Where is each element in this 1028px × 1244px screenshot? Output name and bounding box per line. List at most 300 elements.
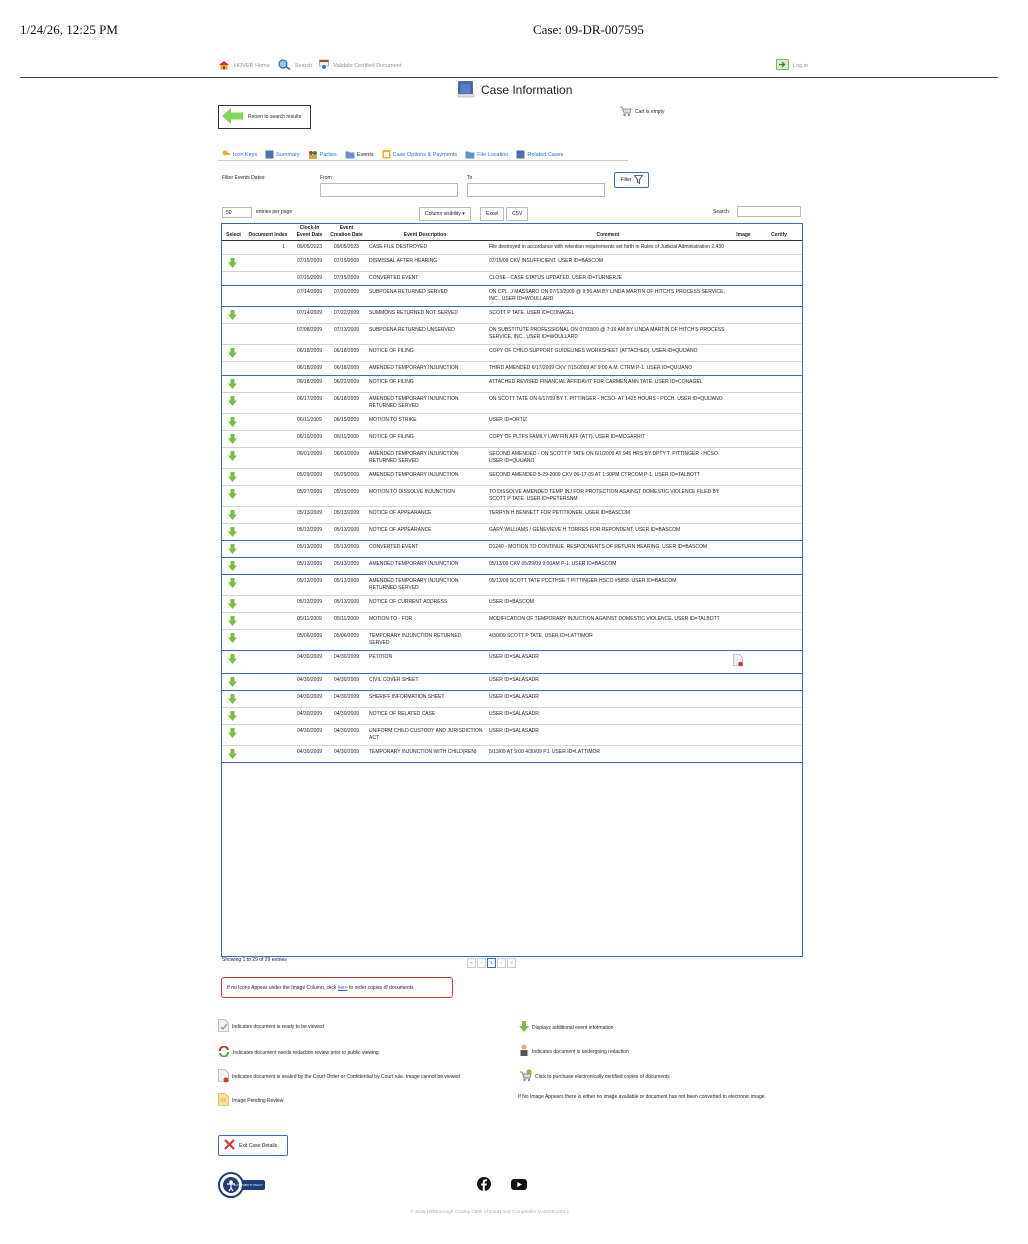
search-link[interactable]: Search	[294, 62, 313, 69]
expand-arrow-icon[interactable]	[228, 749, 237, 759]
table-row	[222, 708, 802, 725]
image-cell	[731, 725, 756, 746]
event-description-cell: NOTICE OF FILING	[365, 431, 485, 448]
image-cell	[731, 414, 756, 431]
document-index-cell	[245, 469, 291, 486]
document-index-cell	[245, 746, 291, 763]
page-1[interactable]: 1	[487, 958, 496, 968]
filter-button[interactable]	[614, 172, 649, 188]
creation-date-cell: 04/30/2009	[328, 708, 365, 725]
home-link[interactable]: HOVER Home	[234, 62, 270, 69]
select-cell[interactable]	[222, 575, 245, 596]
folder-icon	[465, 150, 475, 161]
event-description-cell: MOTION TO - FOR	[365, 613, 485, 630]
certify-cell	[756, 507, 802, 524]
csv-button[interactable]: CSV	[506, 207, 528, 221]
legend-no-image: If No Image Appears there is either no image available or document has not been converted to electronic image.	[518, 1094, 766, 1100]
event-description-cell: CIVIL COVER SHEET	[365, 674, 485, 691]
certify-cell	[756, 524, 802, 541]
tab-events[interactable]: Events	[345, 149, 374, 161]
creation-date-cell: 06/18/2009	[328, 393, 365, 414]
event-description-cell: CONVERTED EVENT	[365, 272, 485, 286]
table-row	[222, 255, 802, 272]
page-title-wrap	[456, 80, 572, 100]
tab-summary[interactable]: Summary	[265, 149, 300, 161]
comment-cell: USER ID=SALASADR	[485, 708, 731, 725]
event-description-cell: CONVERTED EVENT	[365, 541, 485, 558]
column-visibility-button[interactable]: Column visibility ▾	[419, 207, 471, 221]
creation-date-cell: 09/05/2023	[328, 241, 365, 255]
legend-undergoing: Indicates document is undergoing redaction	[519, 1044, 629, 1059]
select-cell[interactable]	[222, 630, 245, 651]
certify-cell	[756, 241, 802, 255]
tab-file-location[interactable]: File Location	[465, 149, 508, 161]
expand-arrow-icon[interactable]	[228, 417, 237, 427]
expand-arrow-icon[interactable]	[228, 694, 237, 704]
expand-arrow-icon[interactable]	[228, 258, 237, 268]
select-cell[interactable]	[222, 674, 245, 691]
to-date-input[interactable]	[467, 183, 605, 197]
tab-case-options[interactable]: Case Options & Payments	[382, 149, 458, 161]
select-cell	[222, 324, 245, 345]
clock-in-date-cell: 04/30/2009	[291, 691, 328, 708]
image-cell	[731, 691, 756, 708]
pending-document-icon	[218, 1093, 229, 1108]
image-cell	[731, 469, 756, 486]
select-cell[interactable]	[222, 255, 245, 272]
clock-in-date-cell: 06/01/2009	[291, 448, 328, 469]
creation-date-cell: 07/15/2009	[328, 272, 365, 286]
image-cell	[731, 558, 756, 575]
clock-in-date-cell: 04/30/2009	[291, 651, 328, 674]
event-description-cell: AMENDED TEMPORARY INJUNCTION RETURNED SERVED	[365, 393, 485, 414]
creation-date-cell: 05/29/2009	[328, 469, 365, 486]
excel-button[interactable]: Excel	[480, 207, 504, 221]
search-icon[interactable]	[277, 59, 291, 72]
creation-date-cell: 06/18/2009	[328, 345, 365, 362]
from-label: From	[320, 175, 332, 181]
select-cell[interactable]	[222, 469, 245, 486]
expand-arrow-icon[interactable]	[228, 728, 237, 738]
clock-in-date-cell: 05/13/2009	[291, 575, 328, 596]
clock-in-date-cell: 04/30/2009	[291, 674, 328, 691]
expand-arrow-icon[interactable]	[228, 544, 237, 554]
table-row	[222, 324, 802, 345]
creation-date-cell: 07/13/2009	[328, 324, 365, 345]
select-cell[interactable]	[222, 541, 245, 558]
table-row	[222, 345, 802, 362]
event-description-cell: AMENDED TEMPORARY INJUNCTION RETURNED SERVED	[365, 448, 485, 469]
certify-cell	[756, 613, 802, 630]
clock-in-date-cell: 04/30/2009	[291, 746, 328, 763]
cart-icon	[619, 105, 632, 119]
creation-date-cell: 04/30/2009	[328, 674, 365, 691]
facebook-icon[interactable]	[477, 1177, 491, 1193]
comment-cell: USER ID=SALASADR	[485, 725, 731, 746]
col-creation[interactable]: Event Creation Date	[328, 224, 365, 241]
event-description-cell: MOTION TO DISSOLVE INJUNCTION	[365, 486, 485, 507]
expand-arrow-icon[interactable]	[228, 654, 237, 664]
certify-cell	[756, 469, 802, 486]
select-cell[interactable]	[222, 414, 245, 431]
clock-in-date-cell: 05/11/2009	[291, 613, 328, 630]
table-header-row	[222, 224, 802, 241]
certify-cell	[756, 448, 802, 469]
comment-cell: CLOSE - CASE STATUS UPDATED. USER ID=TURNERJE	[485, 272, 731, 286]
comment-cell: 4/30/09 SCOTT P TATE. USER ID=LATTIMOR	[485, 630, 731, 651]
certify-cell	[756, 414, 802, 431]
expand-arrow-icon[interactable]	[228, 489, 237, 499]
search-label: Search:	[713, 209, 731, 215]
document-index-cell	[245, 307, 291, 324]
select-cell[interactable]	[222, 596, 245, 613]
document-index-cell	[245, 345, 291, 362]
page-prev[interactable]: ‹	[477, 958, 486, 968]
image-cell	[731, 575, 756, 596]
clock-in-date-cell: 05/13/2009	[291, 524, 328, 541]
comment-cell: TO DISSOLVE AMENDED TEMP INJ FOR PROTECTION AGAINST DOMESTIC VIOLENCE FILED BY SCOTT P TATE. USER ID=PETERSNM	[485, 486, 731, 507]
print-datetime: 1/24/26, 12:25 PM	[20, 22, 118, 37]
select-cell	[222, 286, 245, 307]
select-cell[interactable]	[222, 613, 245, 630]
col-description[interactable]: Event Description	[365, 224, 485, 241]
comment-cell: SECOND AMENDED - ON SCOTT P TATE ON 6/1/2009 AT 945 HRS BY DPTY T. PITTINGER - HCSO. USER ID=QUIJANO	[485, 448, 731, 469]
document-index-cell	[245, 255, 291, 272]
certify-cell	[756, 307, 802, 324]
expand-arrow-icon[interactable]	[228, 472, 237, 482]
legend-purchase: Click to purchase electronically certified copies of documents	[519, 1069, 670, 1084]
clock-in-date-cell: 04/30/2009	[291, 708, 328, 725]
event-description-cell: SUMMONS RETURNED NOT SERVED	[365, 307, 485, 324]
select-cell[interactable]	[222, 725, 245, 746]
image-cell	[731, 307, 756, 324]
worker-icon	[519, 1044, 529, 1059]
clock-in-date-cell: 05/27/2009	[291, 486, 328, 507]
certify-cell	[756, 651, 802, 674]
legend-ready: Indicates document is ready to be viewed	[218, 1019, 324, 1034]
document-index-cell	[245, 651, 291, 674]
clock-in-date-cell: 05/13/2009	[291, 541, 328, 558]
document-index-cell	[245, 431, 291, 448]
expand-arrow-icon[interactable]	[228, 677, 237, 687]
event-description-cell: AMENDED TEMPORARY INJUNCTION RETURNED SERVED	[365, 575, 485, 596]
certify-cell	[756, 486, 802, 507]
cart-status[interactable]	[619, 105, 664, 119]
table-row	[222, 362, 802, 376]
document-index-cell: 1	[245, 241, 291, 255]
document-index-cell	[245, 596, 291, 613]
table-row	[222, 431, 802, 448]
expand-arrow-icon[interactable]	[228, 633, 237, 643]
image-cell	[731, 362, 756, 376]
order-copies-link[interactable]: here	[337, 985, 348, 991]
clock-in-date-cell: 07/08/2009	[291, 324, 328, 345]
col-select[interactable]: Select	[222, 224, 245, 241]
table-row	[222, 524, 802, 541]
cart-label: Cart is empty	[635, 109, 665, 115]
certify-cell	[756, 630, 802, 651]
certify-cell	[756, 596, 802, 613]
sealed-document-icon[interactable]	[733, 654, 743, 670]
comment-cell: ON SUBSTITUTE PROFESSIONAL ON 07/03/09 @ 7:16 AM BY LINDA MARTIN OF HITCH'S PROCESS SERVICE, INC.. USER ID=WOULLARD	[485, 324, 731, 345]
expand-arrow-icon[interactable]	[228, 434, 237, 444]
event-description-cell: NOTICE OF RELATED CASE	[365, 708, 485, 725]
comment-cell: 05/13/09 CKV 05/29/09 9:00AM P-1. USER ID=BASCOM	[485, 558, 731, 575]
clock-in-date-cell: 07/14/2009	[291, 286, 328, 307]
document-index-cell	[245, 376, 291, 393]
event-description-cell: TEMPORARY INJUNCTION RETURNED SERVED	[365, 630, 485, 651]
expand-arrow-icon[interactable]	[228, 561, 237, 571]
document-index-cell	[245, 324, 291, 345]
select-cell[interactable]	[222, 307, 245, 324]
image-cell	[731, 524, 756, 541]
image-cell	[731, 486, 756, 507]
creation-date-cell: 06/15/2009	[328, 414, 365, 431]
certify-cell	[756, 431, 802, 448]
expand-arrow-icon[interactable]	[228, 348, 237, 358]
document-index-cell	[245, 362, 291, 376]
table-row	[222, 691, 802, 708]
certificate-icon[interactable]	[319, 59, 329, 72]
select-cell	[222, 241, 245, 255]
events-table-wrap	[221, 223, 803, 957]
col-image[interactable]: Image	[731, 224, 756, 241]
image-cell	[731, 541, 756, 558]
document-index-cell	[245, 558, 291, 575]
document-index-cell	[245, 486, 291, 507]
validate-link[interactable]: Validate Certified Document	[333, 62, 402, 69]
clock-in-date-cell: 06/18/2009	[291, 362, 328, 376]
table-row	[222, 541, 802, 558]
select-cell[interactable]	[222, 651, 245, 674]
comment-cell: COPY OF PLTFS FAMILY LAW FIN AFF (ATT). USER ID=MCGARRIT	[485, 431, 731, 448]
event-description-cell: NOTICE OF CURRENT ADDRESS	[365, 596, 485, 613]
tab-parties[interactable]: Parties	[308, 149, 337, 161]
comment-cell: THIRD AMENDED 6/17/2009 CKV 7/15/2009 AT 9:00 A.M. CTRM P-1. USER ID=QUIJANO	[485, 362, 731, 376]
expand-arrow-icon[interactable]	[228, 527, 237, 537]
creation-date-cell: 06/01/2009	[328, 448, 365, 469]
col-comment[interactable]: Comment	[485, 224, 731, 241]
from-date-input[interactable]	[320, 183, 458, 197]
clock-in-date-cell: 07/14/2009	[291, 307, 328, 324]
table-row	[222, 469, 802, 486]
document-index-cell	[245, 725, 291, 746]
image-cell[interactable]	[731, 651, 756, 674]
select-cell[interactable]	[222, 393, 245, 414]
creation-date-cell: 04/30/2009	[328, 691, 365, 708]
comment-cell: ON SCOTT TATE ON 6/17/09 BY T. PITTINGER - HCSO- AT 1425 HOURS - PCCH. USER ID=QUIJANO	[485, 393, 731, 414]
people-icon	[308, 150, 318, 161]
legend-redaction-needed: Indicates document needs redaction review prior to public viewing	[218, 1046, 379, 1059]
select-cell[interactable]	[222, 486, 245, 507]
table-row	[222, 575, 802, 596]
creation-date-cell: 05/13/2009	[328, 558, 365, 575]
event-description-cell: AMENDED TEMPORARY INJUNCTION	[365, 362, 485, 376]
certify-cell	[756, 345, 802, 362]
document-index-cell	[245, 691, 291, 708]
table-row	[222, 725, 802, 746]
print-case-title: Case: 09-DR-007595	[533, 22, 644, 37]
showing-entries: Showing 1 to 29 of 29 entries	[222, 957, 287, 963]
image-cell	[731, 630, 756, 651]
image-cell	[731, 448, 756, 469]
clock-in-date-cell: 04/30/2009	[291, 725, 328, 746]
tab-icon-keys[interactable]: Icon Keys	[222, 149, 257, 161]
select-cell	[222, 272, 245, 286]
accessibility-badge-text: ACCESSIBILITY POLICY	[233, 1184, 263, 1188]
comment-cell: File destroyed in accordance with retention requirements set forth in Rules of Judicial Administration 2.430	[485, 241, 731, 255]
image-cell	[731, 393, 756, 414]
event-description-cell: NOTICE OF FILING	[365, 376, 485, 393]
footer-copyright: © 2026 Hillsborough County Clerk of Court and Comptroller V=20251203.1	[410, 1210, 570, 1215]
book-icon	[456, 80, 476, 100]
creation-date-cell: 07/22/2009	[328, 307, 365, 324]
col-document-index[interactable]: Document Index	[245, 224, 291, 241]
creation-date-cell: 06/22/2009	[328, 376, 365, 393]
table-search-input[interactable]	[737, 206, 801, 217]
select-cell[interactable]	[222, 431, 245, 448]
comment-cell: USER ID=SALASADR	[485, 651, 731, 674]
to-label: To	[467, 175, 473, 181]
creation-date-cell: 04/30/2009	[328, 746, 365, 763]
top-nav	[218, 59, 808, 71]
comment-cell: USER ID=BASCOM	[485, 596, 731, 613]
select-cell[interactable]	[222, 708, 245, 725]
document-index-cell	[245, 393, 291, 414]
table-row	[222, 651, 802, 674]
document-index-cell	[245, 286, 291, 307]
clock-in-date-cell: 05/13/2009	[291, 596, 328, 613]
comment-cell: GARY WILLIAMS / GENEVIEVE H TORRES FOR REPONDENT. USER ID=BASCOM	[485, 524, 731, 541]
creation-date-cell: 07/15/2009	[328, 255, 365, 272]
event-description-cell: NOTICE OF FILING	[365, 345, 485, 362]
accessibility-badge[interactable]	[218, 1172, 266, 1200]
image-cell	[731, 345, 756, 362]
event-description-cell: MOTION TO STRIKE	[365, 414, 485, 431]
clock-in-date-cell: 07/15/2009	[291, 255, 328, 272]
comment-cell: D1240 - MOTION TO CONTINUE. RESPODNENTS OF RETURN HEARING. USER ID=BASCOM	[485, 541, 731, 558]
comment-cell: ATTACHED REVISED FINANCIAL AFFIDAVIT FOR CARMEN ANN TATE. USER ID=CONAGEL	[485, 376, 731, 393]
page-last[interactable]: »	[507, 958, 516, 968]
certify-cell	[756, 255, 802, 272]
event-description-cell: TEMPORARY INJUNCTION WITH CHILD(REN)	[365, 746, 485, 763]
select-cell[interactable]	[222, 345, 245, 362]
creation-date-cell: 05/13/2009	[328, 575, 365, 596]
comment-cell: TERRYN H BENNETT FOR PETITIONER. USER ID=BASCOM	[485, 507, 731, 524]
select-cell	[222, 362, 245, 376]
document-index-cell	[245, 613, 291, 630]
expand-arrow-icon[interactable]	[228, 599, 237, 609]
document-index-cell	[245, 414, 291, 431]
table-row	[222, 448, 802, 469]
select-cell[interactable]	[222, 524, 245, 541]
document-index-cell	[245, 524, 291, 541]
entries-per-page-select[interactable]	[222, 207, 252, 218]
document-index-cell	[245, 507, 291, 524]
folder-icon	[345, 150, 355, 161]
expand-arrow-icon[interactable]	[228, 578, 237, 588]
select-cell[interactable]	[222, 448, 245, 469]
exit-case-details-button[interactable]: Exit Case Details	[218, 1135, 288, 1156]
expand-arrow-icon[interactable]	[228, 379, 237, 389]
select-cell[interactable]	[222, 746, 245, 763]
image-cell	[731, 286, 756, 307]
clock-in-date-cell: 06/17/2009	[291, 393, 328, 414]
certify-cell	[756, 376, 802, 393]
creation-date-cell: 04/30/2009	[328, 725, 365, 746]
comment-cell: USER ID=ORTIZ	[485, 414, 731, 431]
expand-arrow-icon[interactable]	[228, 510, 237, 520]
tab-related-cases[interactable]: Related Cases	[516, 149, 563, 161]
expand-arrow-icon[interactable]	[228, 396, 237, 406]
event-description-cell: SHERIFF INFORMATION SHEET	[365, 691, 485, 708]
pagination	[467, 958, 516, 968]
clock-in-date-cell: 06/18/2009	[291, 376, 328, 393]
col-certify[interactable]: Certify	[756, 224, 802, 241]
expand-arrow-icon[interactable]	[228, 616, 237, 626]
clock-in-date-cell: 06/10/2009	[291, 431, 328, 448]
expand-arrow-icon[interactable]	[228, 451, 237, 461]
youtube-icon[interactable]	[511, 1179, 527, 1192]
select-cell[interactable]	[222, 507, 245, 524]
select-cell[interactable]	[222, 376, 245, 393]
table-row	[222, 630, 802, 651]
select-cell[interactable]	[222, 691, 245, 708]
purchase-cart-icon	[519, 1069, 532, 1084]
home-icon[interactable]	[218, 60, 230, 72]
certify-cell	[756, 324, 802, 345]
comment-cell: USER ID=SALASADR	[485, 674, 731, 691]
select-cell[interactable]	[222, 558, 245, 575]
down-arrow-icon	[519, 1021, 529, 1034]
image-cell	[731, 324, 756, 345]
col-clock-in[interactable]: Clock-In Event Date	[291, 224, 328, 241]
page-first[interactable]: «	[467, 958, 476, 968]
creation-date-cell: 05/29/2009	[328, 486, 365, 507]
table-row	[222, 286, 802, 307]
image-cell	[731, 241, 756, 255]
return-to-search-button[interactable]	[218, 105, 311, 129]
event-description-cell: SUBPOENA RETURNED UNSERVED	[365, 324, 485, 345]
certify-cell	[756, 691, 802, 708]
table-row	[222, 613, 802, 630]
login-link[interactable]: Log in	[793, 62, 808, 69]
certify-cell	[756, 286, 802, 307]
event-description-cell: CASE FILE DESTROYED	[365, 241, 485, 255]
document-index-cell	[245, 630, 291, 651]
login-icon[interactable]	[776, 59, 789, 72]
event-description-cell: NOTICE OF APPEARANCE	[365, 507, 485, 524]
page-next[interactable]: ›	[497, 958, 506, 968]
creation-date-cell: 05/13/2009	[328, 507, 365, 524]
certify-cell	[756, 725, 802, 746]
header-divider	[20, 77, 998, 78]
document-index-cell	[245, 674, 291, 691]
table-row	[222, 596, 802, 613]
creation-date-cell: 05/06/2009	[328, 630, 365, 651]
table-row	[222, 414, 802, 431]
expand-arrow-icon[interactable]	[228, 310, 237, 320]
table-row	[222, 393, 802, 414]
expand-arrow-icon[interactable]	[228, 711, 237, 721]
clock-in-date-cell: 05/06/2009	[291, 630, 328, 651]
image-cell	[731, 255, 756, 272]
table-row	[222, 241, 802, 255]
certify-cell	[756, 541, 802, 558]
certify-cell	[756, 674, 802, 691]
comment-cell: MODIFICATION OF TEMPORARY INJUCTION AGAINST DOMESTIC VIOLENCE. USER ID=TALBOTT	[485, 613, 731, 630]
return-label: Return to search results	[248, 114, 302, 120]
